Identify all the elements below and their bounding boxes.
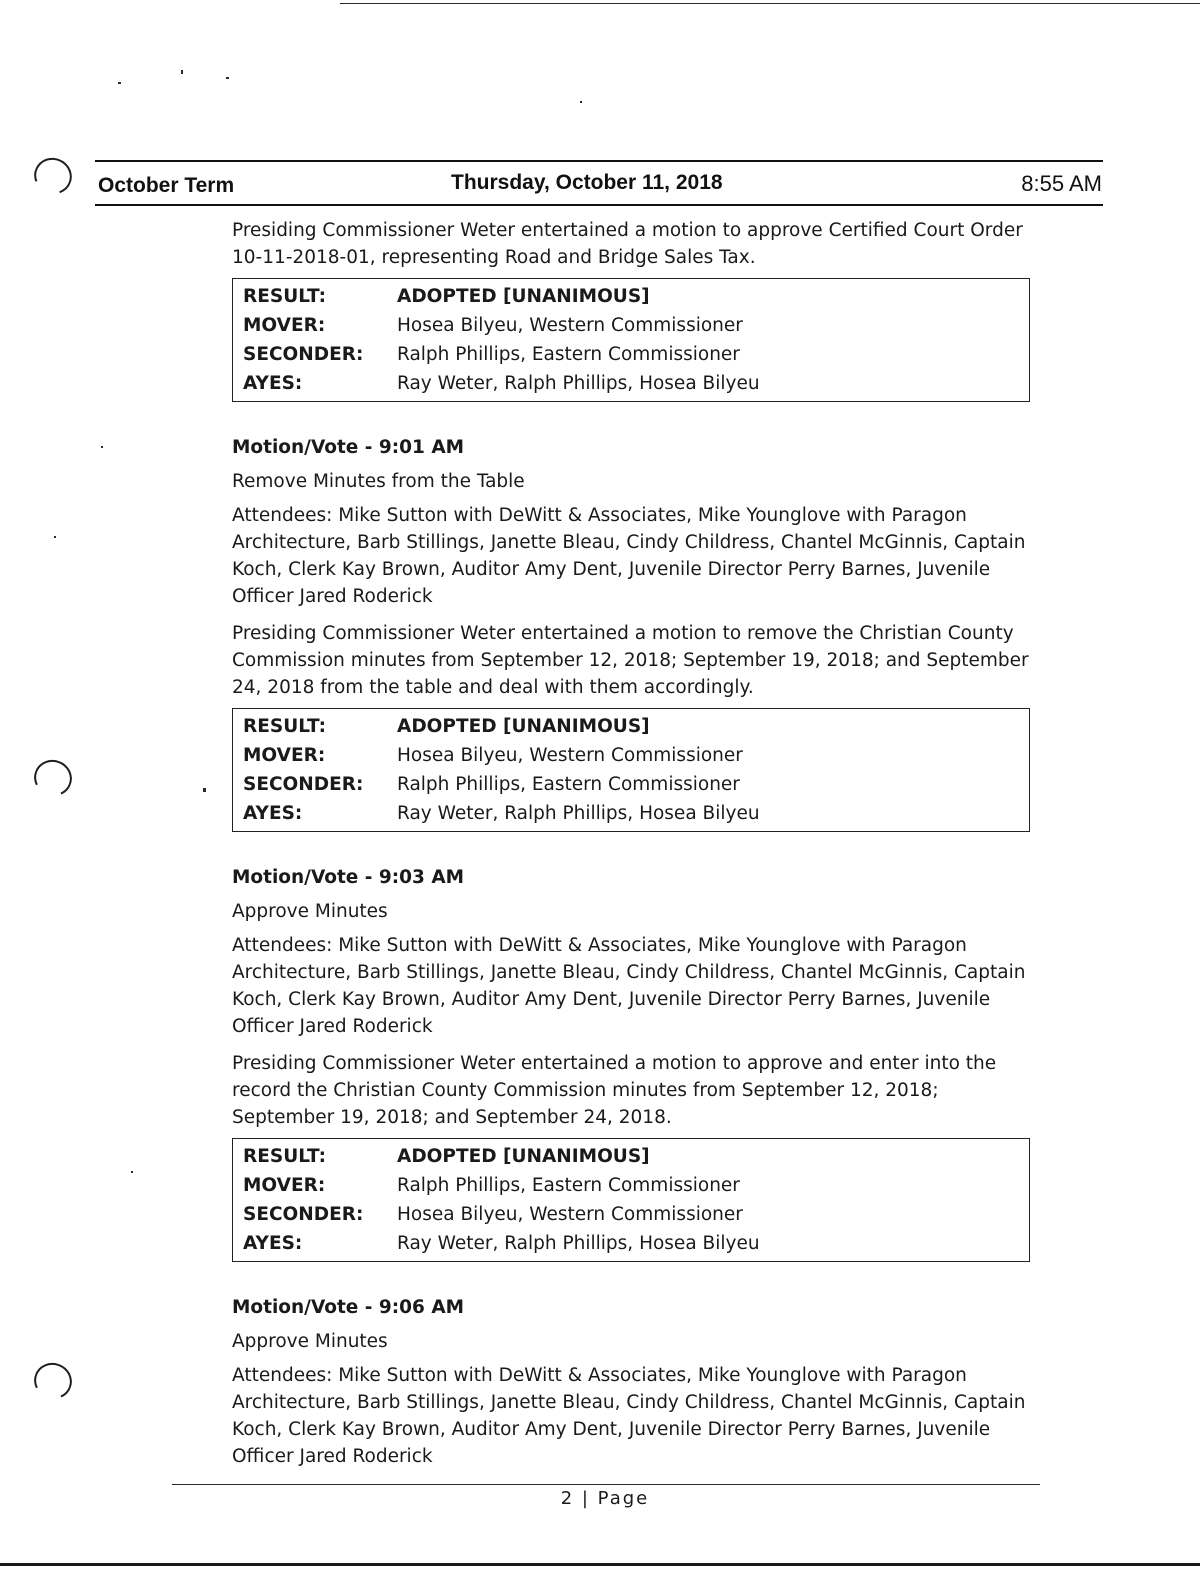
punch-hole <box>29 1358 77 1405</box>
vote-result: ADOPTED [UNANIMOUS] <box>397 1146 650 1167</box>
vote-ayes: Ray Weter, Ralph Phillips, Hosea Bilyeu <box>397 1233 760 1254</box>
vote-mover: Hosea Bilyeu, Western Commissioner <box>397 315 743 336</box>
punch-hole <box>29 755 77 802</box>
vote-mover: Hosea Bilyeu, Western Commissioner <box>397 745 743 766</box>
vote-seconder: Ralph Phillips, Eastern Commissioner <box>397 344 740 365</box>
motion-section <box>232 1294 1042 1470</box>
vote-row-ayes <box>233 369 1029 398</box>
punch-hole <box>28 152 78 201</box>
motion-attendees: Attendees: Mike Sutton with DeWitt & Associates, Mike Younglove with Paragon Architecture, Barb Stillings, Janette Bleau, Cindy Childress, Chantel McGinnis, Captain Koch, Clerk Kay Brown, Auditor Amy Dent, Juvenile Director Perry Barnes, Juvenile Officer Jared Roderick <box>232 505 1026 607</box>
vote-row-seconder <box>233 340 1029 369</box>
footer-rule <box>172 1484 1040 1485</box>
vote-ayes: Ray Weter, Ralph Phillips, Hosea Bilyeu <box>397 803 760 824</box>
header-time: 8:55 AM <box>1021 171 1102 196</box>
motion-attendees: Attendees: Mike Sutton with DeWitt & Associates, Mike Younglove with Paragon Architecture, Barb Stillings, Janette Bleau, Cindy Childress, Chantel McGinnis, Captain Koch, Clerk Kay Brown, Auditor Amy Dent, Juvenile Director Perry Barnes, Juvenile Officer Jared Roderick <box>232 935 1026 1037</box>
vote-table <box>232 1138 1030 1262</box>
vote-label-ayes: AYES: <box>243 1233 303 1254</box>
motion-heading: Motion/Vote - 9:03 AM <box>232 867 465 888</box>
vote-label-mover: MOVER: <box>243 1175 326 1196</box>
motion-subject: Approve Minutes <box>232 901 388 922</box>
scan-speck <box>203 788 206 792</box>
vote-row-mover <box>233 741 1029 770</box>
vote-label-result: RESULT: <box>243 286 326 307</box>
vote-table <box>232 278 1030 402</box>
header-term: October Term <box>98 174 235 197</box>
vote-row-mover <box>233 311 1029 340</box>
scan-speck <box>226 77 229 79</box>
header-date: Thursday, October 11, 2018 <box>451 171 723 194</box>
vote-label-result: RESULT: <box>243 716 326 737</box>
vote-mover: Ralph Phillips, Eastern Commissioner <box>397 1175 740 1196</box>
scan-edge-bottom <box>0 1563 1200 1566</box>
motion-text: Presiding Commissioner Weter entertained a motion to remove the Christian County Commission minutes from September 12, 2018; September 19, 2018; and September 24, 2018 from the table and deal with them accordingly. <box>232 623 1029 698</box>
header-rule-top <box>95 160 1103 162</box>
vote-label-mover: MOVER: <box>243 745 326 766</box>
vote-label-seconder: SECONDER: <box>243 1204 364 1225</box>
minutes-body <box>232 217 1042 1480</box>
vote-label-ayes: AYES: <box>243 803 303 824</box>
vote-ayes: Ray Weter, Ralph Phillips, Hosea Bilyeu <box>397 373 760 394</box>
vote-row-ayes <box>233 1229 1029 1258</box>
vote-row-result <box>233 712 1029 741</box>
vote-row-ayes <box>233 799 1029 828</box>
page-number: 2 | Page <box>560 1488 650 1509</box>
vote-row-seconder <box>233 1200 1029 1229</box>
scan-speck <box>181 70 183 74</box>
intro-motion-text: Presiding Commissioner Weter entertained a motion to approve Certified Court Order 10-11-2018-01, representing Road and Bridge Sales Tax. <box>232 220 1023 268</box>
vote-table <box>232 708 1030 832</box>
vote-row-result <box>233 282 1029 311</box>
vote-row-mover <box>233 1171 1029 1200</box>
motion-attendees: Attendees: Mike Sutton with DeWitt & Associates, Mike Younglove with Paragon Architecture, Barb Stillings, Janette Bleau, Cindy Childress, Chantel McGinnis, Captain Koch, Clerk Kay Brown, Auditor Amy Dent, Juvenile Director Perry Barnes, Juvenile Officer Jared Roderick <box>232 1365 1026 1467</box>
scan-speck <box>131 1171 133 1173</box>
motion-subject: Remove Minutes from the Table <box>232 471 525 492</box>
vote-result: ADOPTED [UNANIMOUS] <box>397 716 650 737</box>
vote-label-ayes: AYES: <box>243 373 303 394</box>
scan-edge-top <box>340 3 1200 4</box>
scan-speck <box>580 101 582 103</box>
motion-section <box>232 864 1042 1262</box>
vote-seconder: Ralph Phillips, Eastern Commissioner <box>397 774 740 795</box>
motion-text: Presiding Commissioner Weter entertained a motion to approve and enter into the record the Christian County Commission minutes from September 12, 2018; September 19, 2018; and September 24, 2018. <box>232 1053 997 1128</box>
motion-section <box>232 434 1042 832</box>
scan-speck <box>101 446 103 448</box>
vote-seconder: Hosea Bilyeu, Western Commissioner <box>397 1204 743 1225</box>
motion-heading: Motion/Vote - 9:06 AM <box>232 1297 465 1318</box>
vote-label-seconder: SECONDER: <box>243 344 364 365</box>
scan-speck <box>54 536 56 538</box>
vote-row-seconder <box>233 770 1029 799</box>
vote-label-seconder: SECONDER: <box>243 774 364 795</box>
vote-label-mover: MOVER: <box>243 315 326 336</box>
header-rule-bottom <box>95 204 1103 206</box>
vote-label-result: RESULT: <box>243 1146 326 1167</box>
motion-heading: Motion/Vote - 9:01 AM <box>232 437 465 458</box>
vote-result: ADOPTED [UNANIMOUS] <box>397 286 650 307</box>
vote-row-result <box>233 1142 1029 1171</box>
scan-speck <box>118 82 121 84</box>
motion-subject: Approve Minutes <box>232 1331 388 1352</box>
